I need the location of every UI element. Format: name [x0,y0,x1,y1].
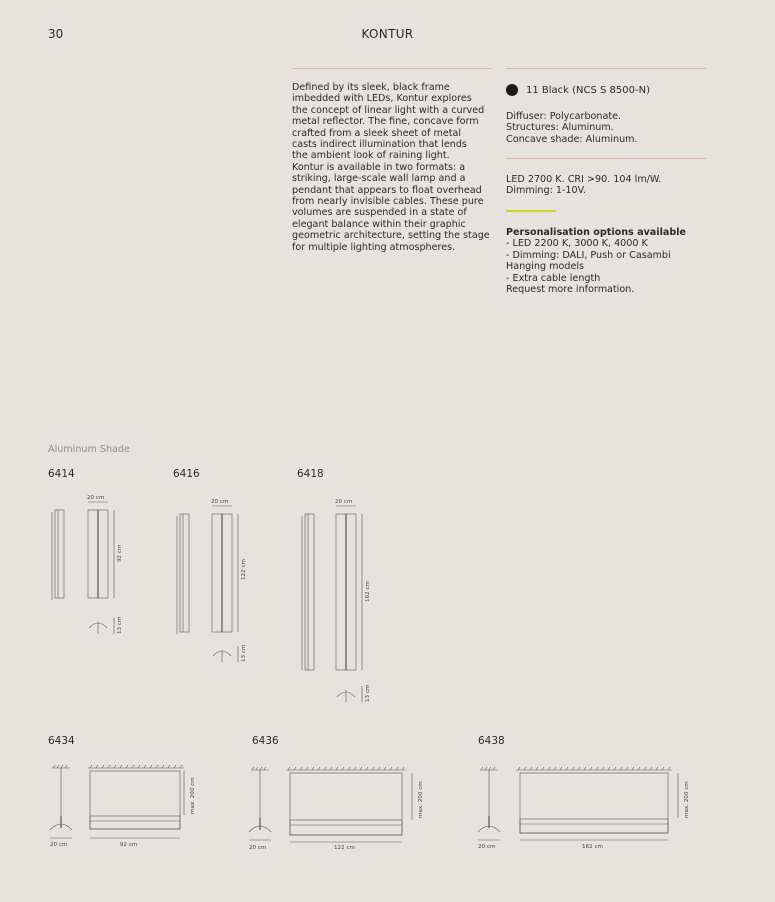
description-line: Kontur is available in two formats: a [292,161,466,173]
product-description [292,82,492,253]
length-label: 122 cm [334,845,355,851]
description-line: striking, large-scale wall lamp and a [292,173,466,185]
width-label: 20 cm [50,842,68,848]
description-line: for multiple lighting atmospheres. [292,241,456,253]
personalisation-line: - LED 2200 K, 3000 K, 4000 K [506,238,648,250]
description-line: from nearly invisible cables. These pure [292,196,484,208]
model-code: 6414 [48,468,75,480]
description-line: imbedded with LEDs, Kontur explores [292,93,472,105]
description-line: pendant that appears to float overhead [292,184,482,196]
height-label: 162 cm [365,581,371,602]
divider [292,68,492,69]
accent-bar [506,210,556,212]
section-label: Aluminum Shade [48,444,130,455]
drop-label: max. 200 cm [190,777,196,814]
width-label: 20 cm [87,495,105,501]
pendant-lamp-drawing [44,760,214,852]
depth-label: 13 cm [241,644,247,662]
personalisation-title: Personalisation options available [506,227,686,238]
light-specs [506,174,661,197]
page-number: 30 [48,27,64,41]
description-line: geometric architecture, setting the stage [292,230,490,242]
pendant-lamp-drawing [474,762,700,854]
color-swatch [506,84,518,96]
length-label: 92 cm [120,842,138,848]
materials-list [506,111,638,145]
spec-line: LED 2700 K. CRI >90. 104 lm/W. [506,174,662,185]
personalisation-line: Request more information. [506,284,635,296]
wall-lamp-drawing [165,494,265,674]
description-line: metal reflector. The fine, concave form [292,116,479,128]
description-line: the concept of linear light with a curved [292,104,485,116]
description-line: Defined by its sleek, black frame [292,82,450,93]
divider [506,68,706,69]
height-label: 122 cm [241,559,247,580]
description-line: volumes are suspended in a state of [292,207,467,219]
drop-label: max. 200 cm [418,781,424,818]
description-line: casts indirect illumination that lends [292,139,467,151]
model-code: 6438 [478,735,505,747]
personalisation-line: Hanging models [506,261,585,273]
description-line: crafted from a sleek sheet of metal [292,127,462,139]
model-code: 6418 [297,468,324,480]
material-line: Structures: Aluminum. [506,122,614,134]
width-label: 20 cm [249,845,267,851]
material-line: Concave shade: Aluminum. [506,133,638,145]
color-label: 11 Black (NCS S 8500-N) [526,84,650,96]
personalisation-block [506,227,686,295]
height-label: 92 cm [117,544,123,562]
material-line: Diffuser: Polycarbonate. [506,111,622,122]
spec-line: Dimming: 1-10V. [506,185,587,197]
width-label: 20 cm [478,844,496,850]
personalisation-line: - Extra cable length [506,272,601,284]
wall-lamp-drawing [40,490,140,640]
length-label: 162 cm [582,844,603,850]
personalisation-line: - Dimming: DALI, Push or Casambi [506,249,671,261]
depth-label: 13 cm [117,616,123,634]
color-option [506,84,650,96]
wall-lamp-drawing [290,494,390,704]
drop-label: max. 200 cm [684,781,690,818]
pendant-lamp-drawing [246,762,442,854]
description-line: elegant balance within their graphic [292,218,466,230]
description-line: the ambient look of raining light. [292,150,450,162]
divider [506,158,706,159]
model-code: 6434 [48,735,75,747]
width-label: 20 cm [335,499,353,505]
depth-label: 13 cm [365,684,371,702]
model-code: 6416 [173,468,200,480]
page-title: KONTUR [361,27,414,41]
width-label: 20 cm [211,499,229,505]
model-code: 6436 [252,735,279,747]
